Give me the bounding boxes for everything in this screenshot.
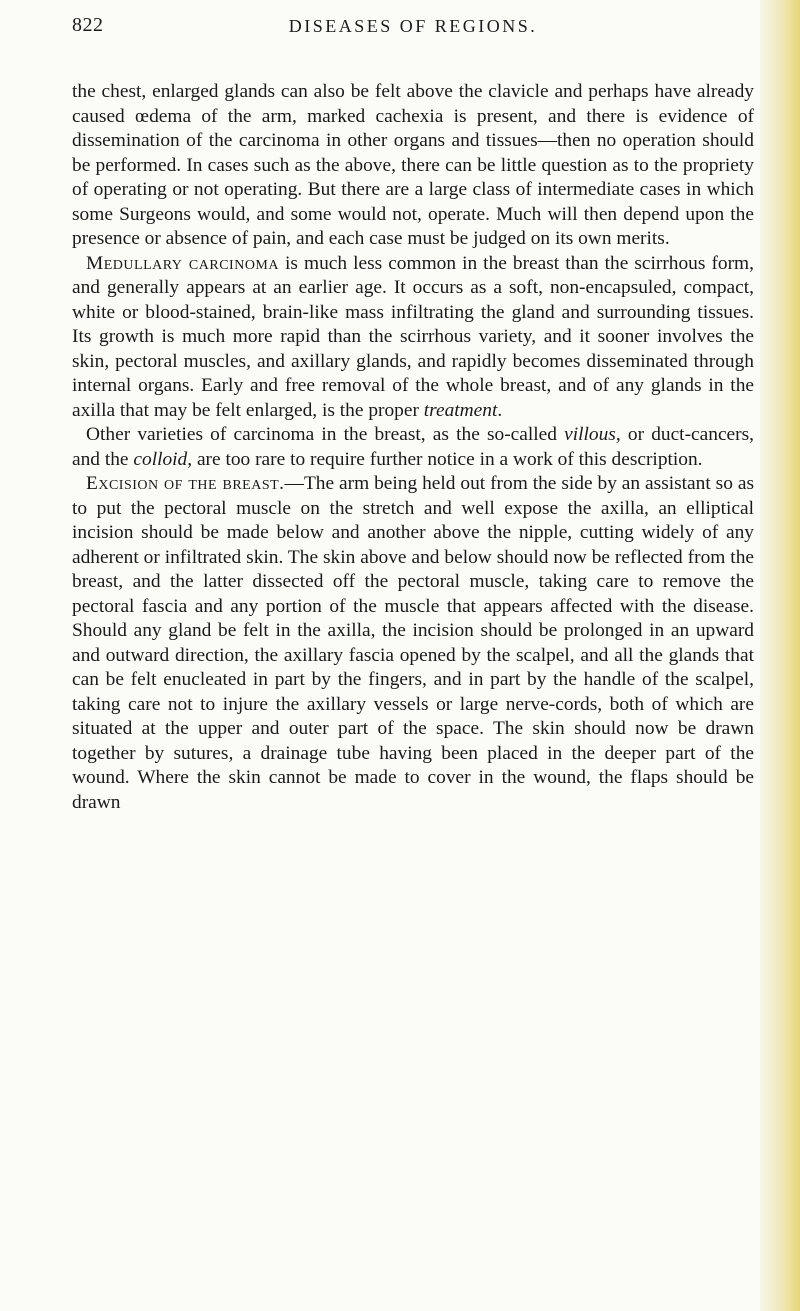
paragraph-text: is much less common in the breast than the scirrhous form, and generally appears at an earlier age. It occurs as a soft, non-encapsuled, compact, white or blood-stained, brain-like mass infiltrating the gland and surrounding tissues. Its growth is much more rapid than the scirrhous variety, and it sooner involves the skin, pectoral muscles, and axillary glands, and rapidly becomes disseminated through internal organs. Early and free removal of the whole breast, and of any glands in the axilla that may be felt enlarged, is the proper [72,252,754,421]
paragraph-text: —The arm being held out from the side by an assistant so as to put the pectoral muscle on the stretch and well expose the axilla, an elliptical incision should be made below and another above the nipple, cutting widely of any adherent or infiltrated skin. The skin above and below should now be reflected from the breast, and the latter dissected off the pectoral muscle, taking care to remove the pectoral fascia and any portion of the muscle that appears affected with the disease. Should any gland be felt in the axilla, the incision should be prolonged in an upward and outward direction, the axillary fascia opened by the scalpel, and all the glands that can be felt enucleated in part by the fingers, and in part by the handle of the scalpel, taking care not to injure the axillary vessels or large nerve-cords, both of which are situated at the upper and outer part of the space. The skin should now be drawn together by sutures, a drainage tube having been placed in the deeper part of the wound. Where the skin cannot be made to cover in the wound, the flaps should be drawn [72,473,754,813]
paragraph-text: , are too rare to require further notice in a work of this description. [187,448,703,470]
paragraph [72,472,754,815]
section-lead: Medullary carcinoma [86,252,279,274]
section-lead: Excision of the breast. [86,473,285,494]
emphasis: colloid [133,448,188,470]
emphasis: treatment [423,399,498,421]
paragraph-text: , or duct-cancers, and the [72,424,755,470]
running-title: DISEASES OF REGIONS. [288,16,538,36]
paragraph [72,80,754,252]
page-edge [760,0,800,1311]
emphasis: villous [564,424,616,445]
page-number: 822 [72,14,104,36]
page-header [72,8,754,44]
body-text [72,80,754,815]
paragraph-text: the chest, enlarged glands can also be felt above the clavicle and perhaps have already caused œdema of the arm, marked cachexia is present, and there is evidence of dissemination of the carcinoma in other organs and tissues—then no operation should be performed. In cases such as the above, there can be little question as to the propriety of operating or not operating. But there are a large class of intermediate cases in which some Surgeons would, and some would not, operate. Much will then depend upon the presence or absence of pain, and each case must be judged on its own merits. [72,81,754,249]
paragraph-text: . [497,399,503,421]
paragraph-text: Other varieties of carcinoma in the breast, as the so-called [86,424,565,445]
paragraph [72,423,754,472]
paragraph [72,252,754,424]
